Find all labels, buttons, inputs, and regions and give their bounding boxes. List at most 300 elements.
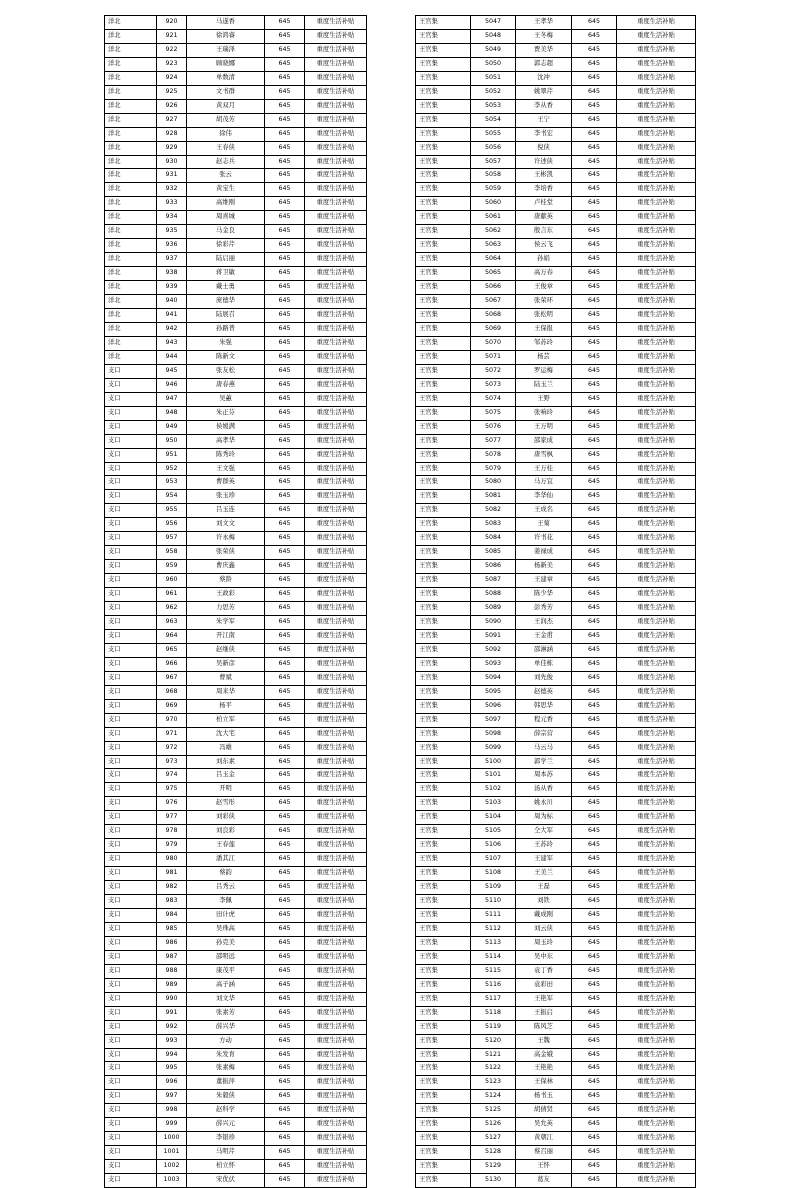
town-cell: 支口	[105, 992, 157, 1006]
table-row	[416, 532, 696, 546]
table-row	[105, 574, 367, 588]
number-cell: 5112	[471, 922, 516, 936]
type-cell: 重度生活补贴	[617, 43, 696, 57]
table-row	[416, 57, 696, 71]
amount-cell: 645	[572, 420, 617, 434]
number-cell: 953	[157, 476, 187, 490]
name-cell: 赵雪彤	[187, 797, 265, 811]
amount-cell: 645	[265, 1174, 305, 1188]
town-cell: 王官集	[416, 448, 471, 462]
town-cell: 王官集	[416, 211, 471, 225]
town-cell: 支口	[105, 839, 157, 853]
name-cell: 开明	[187, 783, 265, 797]
type-cell: 重度生活补贴	[617, 225, 696, 239]
number-cell: 994	[157, 1048, 187, 1062]
table-row	[416, 504, 696, 518]
type-cell: 重度生活补贴	[305, 1034, 367, 1048]
town-cell: 支口	[105, 699, 157, 713]
amount-cell: 645	[265, 936, 305, 950]
town-cell: 洋北	[105, 267, 157, 281]
town-cell: 王官集	[416, 643, 471, 657]
table-row	[416, 671, 696, 685]
type-cell: 重度生活补贴	[305, 1146, 367, 1160]
type-cell: 重度生活补贴	[617, 392, 696, 406]
table-row	[416, 783, 696, 797]
town-cell: 洋北	[105, 281, 157, 295]
number-cell: 5093	[471, 657, 516, 671]
table-row	[416, 1090, 696, 1104]
town-cell: 支口	[105, 671, 157, 685]
name-cell: 陆展召	[187, 309, 265, 323]
name-cell: 刘良彩	[187, 825, 265, 839]
town-cell: 王官集	[416, 350, 471, 364]
number-cell: 925	[157, 85, 187, 99]
amount-cell: 645	[265, 113, 305, 127]
number-cell: 5089	[471, 602, 516, 616]
type-cell: 重度生活补贴	[617, 448, 696, 462]
number-cell: 5122	[471, 1062, 516, 1076]
number-cell: 5050	[471, 57, 516, 71]
amount-cell: 645	[572, 909, 617, 923]
amount-cell: 645	[572, 99, 617, 113]
table-row	[105, 615, 367, 629]
type-cell: 重度生活补贴	[617, 57, 696, 71]
amount-cell: 645	[572, 699, 617, 713]
table-row	[416, 225, 696, 239]
name-cell: 杨新美	[516, 560, 572, 574]
town-cell: 王官集	[416, 1076, 471, 1090]
type-cell: 重度生活补贴	[305, 1062, 367, 1076]
town-cell: 王官集	[416, 309, 471, 323]
name-cell: 赵德英	[516, 685, 572, 699]
town-cell: 王官集	[416, 336, 471, 350]
table-row	[105, 895, 367, 909]
amount-cell: 645	[265, 16, 305, 30]
name-cell: 康茂平	[187, 964, 265, 978]
amount-cell: 645	[572, 322, 617, 336]
table-row	[105, 281, 367, 295]
town-cell: 王官集	[416, 1034, 471, 1048]
type-cell: 重度生活补贴	[617, 741, 696, 755]
town-cell: 王官集	[416, 699, 471, 713]
town-cell: 支口	[105, 769, 157, 783]
name-cell: 侯云飞	[516, 239, 572, 253]
type-cell: 重度生活补贴	[305, 253, 367, 267]
number-cell: 999	[157, 1118, 187, 1132]
name-cell: 吴新彦	[187, 657, 265, 671]
type-cell: 重度生活补贴	[305, 532, 367, 546]
number-cell: 5097	[471, 713, 516, 727]
name-cell: 王金甫	[516, 629, 572, 643]
table-row	[105, 1118, 367, 1132]
name-cell: 王艳艳	[516, 1062, 572, 1076]
town-cell: 洋北	[105, 85, 157, 99]
amount-cell: 645	[265, 602, 305, 616]
name-cell: 沈冲	[516, 71, 572, 85]
number-cell: 998	[157, 1104, 187, 1118]
number-cell: 977	[157, 811, 187, 825]
amount-cell: 645	[265, 295, 305, 309]
number-cell: 1001	[157, 1146, 187, 1160]
name-cell: 杨平	[187, 699, 265, 713]
table-row	[416, 309, 696, 323]
type-cell: 重度生活补贴	[617, 1160, 696, 1174]
amount-cell: 645	[265, 127, 305, 141]
number-cell: 957	[157, 532, 187, 546]
type-cell: 重度生活补贴	[305, 825, 367, 839]
number-cell: 1003	[157, 1174, 187, 1188]
number-cell: 5124	[471, 1090, 516, 1104]
type-cell: 重度生活补贴	[305, 588, 367, 602]
amount-cell: 645	[265, 560, 305, 574]
amount-cell: 645	[265, 727, 305, 741]
town-cell: 支口	[105, 1048, 157, 1062]
table-row	[105, 448, 367, 462]
name-cell: 王建章	[516, 574, 572, 588]
amount-cell: 645	[572, 1132, 617, 1146]
amount-cell: 645	[265, 71, 305, 85]
number-cell: 5051	[471, 71, 516, 85]
amount-cell: 645	[572, 643, 617, 657]
type-cell: 重度生活补贴	[617, 1174, 696, 1188]
town-cell: 洋北	[105, 239, 157, 253]
town-cell: 洋北	[105, 155, 157, 169]
number-cell: 5108	[471, 867, 516, 881]
amount-cell: 645	[572, 295, 617, 309]
number-cell: 5129	[471, 1160, 516, 1174]
type-cell: 重度生活补贴	[617, 797, 696, 811]
type-cell: 重度生活补贴	[305, 29, 367, 43]
amount-cell: 645	[265, 183, 305, 197]
type-cell: 重度生活补贴	[305, 1076, 367, 1090]
table-row	[416, 657, 696, 671]
name-cell: 朱毅侠	[187, 1090, 265, 1104]
table-row	[105, 211, 367, 225]
amount-cell: 645	[572, 615, 617, 629]
type-cell: 重度生活补贴	[305, 922, 367, 936]
name-cell: 王孝华	[516, 16, 572, 30]
type-cell: 重度生活补贴	[305, 1132, 367, 1146]
amount-cell: 645	[265, 922, 305, 936]
type-cell: 重度生活补贴	[305, 839, 367, 853]
number-cell: 5055	[471, 127, 516, 141]
number-cell: 952	[157, 462, 187, 476]
amount-cell: 645	[265, 741, 305, 755]
town-cell: 洋北	[105, 350, 157, 364]
table-row	[416, 560, 696, 574]
table-row	[416, 1020, 696, 1034]
amount-cell: 645	[572, 783, 617, 797]
amount-cell: 645	[572, 727, 617, 741]
number-cell: 933	[157, 197, 187, 211]
type-cell: 重度生活补贴	[305, 504, 367, 518]
type-cell: 重度生活补贴	[305, 699, 367, 713]
type-cell: 重度生活补贴	[305, 727, 367, 741]
table-row	[105, 1174, 367, 1188]
amount-cell: 645	[265, 978, 305, 992]
table-row	[105, 1090, 367, 1104]
table-row	[416, 16, 696, 30]
town-cell: 支口	[105, 476, 157, 490]
amount-cell: 645	[572, 16, 617, 30]
type-cell: 重度生活补贴	[617, 71, 696, 85]
name-cell: 王润杰	[516, 615, 572, 629]
type-cell: 重度生活补贴	[617, 783, 696, 797]
name-cell: 吴允英	[516, 1118, 572, 1132]
name-cell: 陈风芝	[516, 1020, 572, 1034]
number-cell: 954	[157, 490, 187, 504]
type-cell: 重度生活补贴	[305, 127, 367, 141]
amount-cell: 645	[265, 197, 305, 211]
amount-cell: 645	[265, 546, 305, 560]
name-cell: 唐献英	[516, 211, 572, 225]
number-cell: 945	[157, 364, 187, 378]
number-cell: 5049	[471, 43, 516, 57]
amount-cell: 645	[572, 671, 617, 685]
number-cell: 929	[157, 141, 187, 155]
number-cell: 5127	[471, 1132, 516, 1146]
left-table-body	[105, 16, 367, 1188]
table-row	[105, 295, 367, 309]
town-cell: 洋北	[105, 253, 157, 267]
name-cell: 张友松	[187, 364, 265, 378]
name-cell: 王成名	[516, 504, 572, 518]
type-cell: 重度生活补贴	[617, 909, 696, 923]
name-cell: 王文强	[187, 462, 265, 476]
amount-cell: 645	[265, 574, 305, 588]
name-cell: 文书群	[187, 85, 265, 99]
town-cell: 支口	[105, 811, 157, 825]
type-cell: 重度生活补贴	[305, 560, 367, 574]
amount-cell: 645	[265, 615, 305, 629]
number-cell: 949	[157, 420, 187, 434]
amount-cell: 645	[572, 560, 617, 574]
type-cell: 重度生活补贴	[617, 197, 696, 211]
table-row	[416, 155, 696, 169]
name-cell: 高万春	[516, 267, 572, 281]
table-row	[416, 881, 696, 895]
type-cell: 重度生活补贴	[305, 992, 367, 1006]
table-row	[105, 29, 367, 43]
town-cell: 支口	[105, 727, 157, 741]
town-cell: 王官集	[416, 922, 471, 936]
amount-cell: 645	[265, 1034, 305, 1048]
number-cell: 930	[157, 155, 187, 169]
town-cell: 支口	[105, 420, 157, 434]
name-cell: 王万明	[516, 420, 572, 434]
amount-cell: 645	[265, 657, 305, 671]
table-row	[105, 588, 367, 602]
amount-cell: 645	[572, 1048, 617, 1062]
type-cell: 重度生活补贴	[617, 964, 696, 978]
town-cell: 支口	[105, 950, 157, 964]
type-cell: 重度生活补贴	[305, 183, 367, 197]
amount-cell: 645	[265, 769, 305, 783]
amount-cell: 645	[265, 169, 305, 183]
town-cell: 支口	[105, 560, 157, 574]
table-row	[105, 602, 367, 616]
town-cell: 洋北	[105, 29, 157, 43]
table-row	[416, 797, 696, 811]
town-cell: 王官集	[416, 183, 471, 197]
amount-cell: 645	[572, 85, 617, 99]
town-cell: 支口	[105, 1062, 157, 1076]
table-row	[416, 71, 696, 85]
table-row	[105, 936, 367, 950]
town-cell: 洋北	[105, 225, 157, 239]
type-cell: 重度生活补贴	[305, 448, 367, 462]
amount-cell: 645	[265, 671, 305, 685]
name-cell: 张素梅	[187, 1062, 265, 1076]
town-cell: 洋北	[105, 127, 157, 141]
table-row	[416, 434, 696, 448]
town-cell: 支口	[105, 574, 157, 588]
type-cell: 重度生活补贴	[305, 671, 367, 685]
table-row	[105, 755, 367, 769]
town-cell: 支口	[105, 629, 157, 643]
name-cell: 韩思华	[516, 699, 572, 713]
name-cell: 贾美华	[516, 43, 572, 57]
type-cell: 重度生活补贴	[617, 1076, 696, 1090]
town-cell: 王官集	[416, 825, 471, 839]
name-cell: 张荣侠	[187, 546, 265, 560]
number-cell: 5121	[471, 1048, 516, 1062]
number-cell: 5109	[471, 881, 516, 895]
number-cell: 5074	[471, 392, 516, 406]
type-cell: 重度生活补贴	[305, 1174, 367, 1188]
table-row	[105, 783, 367, 797]
name-cell: 开江南	[187, 629, 265, 643]
town-cell: 王官集	[416, 322, 471, 336]
number-cell: 921	[157, 29, 187, 43]
town-cell: 王官集	[416, 1118, 471, 1132]
amount-cell: 645	[572, 211, 617, 225]
name-cell: 李华仙	[516, 490, 572, 504]
table-row	[105, 476, 367, 490]
table-row	[105, 392, 367, 406]
town-cell: 王官集	[416, 364, 471, 378]
number-cell: 938	[157, 267, 187, 281]
amount-cell: 645	[265, 755, 305, 769]
table-row	[416, 643, 696, 657]
amount-cell: 645	[572, 71, 617, 85]
name-cell: 张松明	[516, 309, 572, 323]
type-cell: 重度生活补贴	[305, 85, 367, 99]
table-row	[416, 1132, 696, 1146]
town-cell: 洋北	[105, 197, 157, 211]
type-cell: 重度生活补贴	[617, 16, 696, 30]
amount-cell: 645	[572, 936, 617, 950]
name-cell: 潘其江	[187, 853, 265, 867]
table-row	[105, 1146, 367, 1160]
amount-cell: 645	[572, 336, 617, 350]
table-row	[416, 141, 696, 155]
left-subsidy-table	[104, 15, 367, 1188]
name-cell: 马金良	[187, 225, 265, 239]
table-row	[105, 113, 367, 127]
town-cell: 支口	[105, 964, 157, 978]
table-row	[105, 797, 367, 811]
type-cell: 重度生活补贴	[305, 546, 367, 560]
name-cell: 胡茂芳	[187, 113, 265, 127]
town-cell: 王官集	[416, 434, 471, 448]
table-row	[105, 1104, 367, 1118]
amount-cell: 645	[265, 1104, 305, 1118]
table-row	[105, 1076, 367, 1090]
town-cell: 支口	[105, 602, 157, 616]
table-row	[105, 950, 367, 964]
name-cell: 周本苏	[516, 769, 572, 783]
number-cell: 5053	[471, 99, 516, 113]
number-cell: 940	[157, 295, 187, 309]
amount-cell: 645	[265, 783, 305, 797]
type-cell: 重度生活补贴	[305, 769, 367, 783]
table-row	[416, 239, 696, 253]
name-cell: 董振萍	[187, 1076, 265, 1090]
type-cell: 重度生活补贴	[305, 936, 367, 950]
number-cell: 937	[157, 253, 187, 267]
town-cell: 王官集	[416, 406, 471, 420]
number-cell: 5086	[471, 560, 516, 574]
table-row	[105, 629, 367, 643]
table-row	[416, 336, 696, 350]
amount-cell: 645	[265, 57, 305, 71]
name-cell: 王苏玲	[516, 839, 572, 853]
name-cell: 王魏	[516, 1034, 572, 1048]
amount-cell: 645	[572, 881, 617, 895]
table-row	[105, 420, 367, 434]
name-cell: 王彬凯	[516, 169, 572, 183]
amount-cell: 645	[572, 1174, 617, 1188]
town-cell: 王官集	[416, 253, 471, 267]
name-cell: 马万宜	[516, 476, 572, 490]
name-cell: 仝大军	[516, 825, 572, 839]
number-cell: 5094	[471, 671, 516, 685]
type-cell: 重度生活补贴	[617, 671, 696, 685]
town-cell: 王官集	[416, 853, 471, 867]
number-cell: 5091	[471, 629, 516, 643]
number-cell: 5080	[471, 476, 516, 490]
type-cell: 重度生活补贴	[617, 685, 696, 699]
town-cell: 支口	[105, 881, 157, 895]
number-cell: 5118	[471, 1006, 516, 1020]
town-cell: 王官集	[416, 378, 471, 392]
type-cell: 重度生活补贴	[617, 950, 696, 964]
town-cell: 支口	[105, 1090, 157, 1104]
town-cell: 支口	[105, 1020, 157, 1034]
town-cell: 王官集	[416, 615, 471, 629]
town-cell: 王官集	[416, 839, 471, 853]
number-cell: 5111	[471, 909, 516, 923]
number-cell: 924	[157, 71, 187, 85]
number-cell: 990	[157, 992, 187, 1006]
name-cell: 黄双月	[187, 99, 265, 113]
type-cell: 重度生活补贴	[305, 978, 367, 992]
amount-cell: 645	[572, 29, 617, 43]
type-cell: 重度生活补贴	[305, 1104, 367, 1118]
town-cell: 支口	[105, 1006, 157, 1020]
type-cell: 重度生活补贴	[305, 434, 367, 448]
town-cell: 王官集	[416, 783, 471, 797]
number-cell: 968	[157, 685, 187, 699]
type-cell: 重度生活补贴	[617, 532, 696, 546]
table-row	[105, 769, 367, 783]
town-cell: 王官集	[416, 574, 471, 588]
town-cell: 王官集	[416, 16, 471, 30]
name-cell: 王保林	[516, 1076, 572, 1090]
amount-cell: 645	[265, 853, 305, 867]
town-cell: 王官集	[416, 560, 471, 574]
